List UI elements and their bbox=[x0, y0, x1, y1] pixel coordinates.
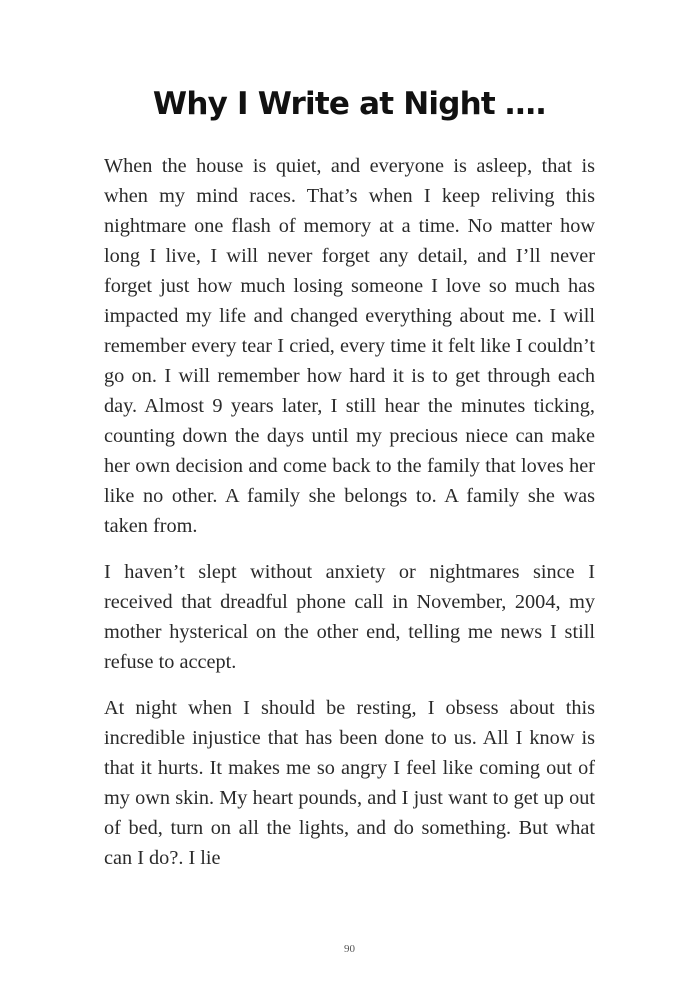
paragraph-2: I haven’t slept without anxiety or nightmares since I received that dreadful phone call in November, 2004, my mother hysterical on the other end, telling me news I still refuse to accept. bbox=[104, 561, 595, 673]
body-text bbox=[104, 151, 595, 889]
page-number: 90 bbox=[344, 943, 355, 955]
paragraph-1: When the house is quiet, and everyone is asleep, that is when my mind races. That’s when I keep reliving this nightmare one flash of memory at a time. No matter how long I live, I will never forget any detail, and I’ll never forget just how much losing someone I love so much has impacted my life and changed everything about me. I will remember every tear I cried, every time it felt like I couldn’t go on. I will remember how hard it is to get through each day. Almost 9 years later, I still hear the minutes ticking, counting down the days until my precious niece can make her own decision and come back to the family that loves her like no other. A family she belongs to. A family she was taken from. bbox=[104, 155, 595, 537]
chapter-title: Why I Write at Night …. bbox=[152, 86, 547, 122]
paragraph-3: At night when I should be resting, I obsess about this incredible injustice that has been done to us. All I know is that it hurts. It makes me so angry I feel like coming out of my own skin. My heart pounds, and I just want to get up out of bed, turn on all the lights, and do something. But what can I do?. I lie bbox=[104, 697, 595, 869]
